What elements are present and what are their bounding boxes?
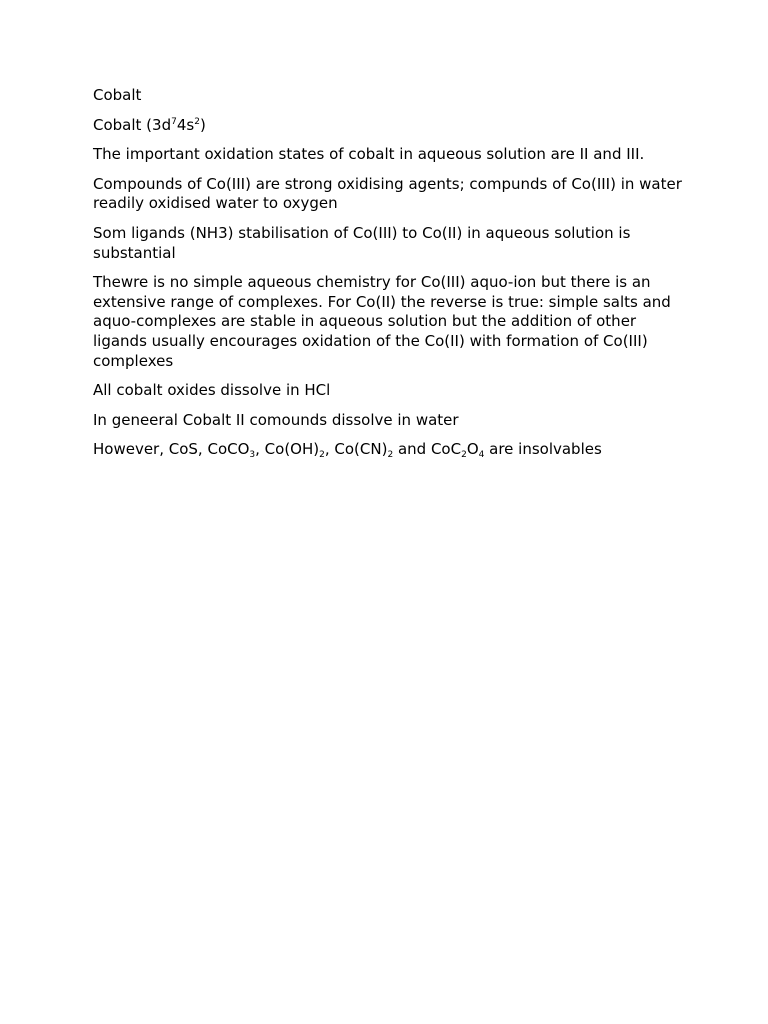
paragraph-insoluble-compounds (93, 440, 683, 460)
heading-prefix: Cobalt (3d (93, 115, 172, 134)
paragraph-solubility-water: In geneeral Cobalt II comounds dissolve in water (93, 410, 459, 429)
heading-superscript-2: 2 (194, 116, 200, 127)
insoluble-text-1: However, CoS, CoCO (93, 440, 250, 459)
insoluble-subscript-1: 3 (249, 450, 256, 461)
insoluble-subscript-2: 2 (319, 450, 325, 461)
paragraph-oxidising-agents: Compounds of Co(III) are strong oxidising agents; compunds of Co(III) in water readily oxidised water to oxygen (93, 174, 682, 213)
insoluble-text-4: and CoC (393, 440, 462, 459)
insoluble-text-5: O (466, 440, 479, 459)
insoluble-subscript-4: 2 (461, 450, 467, 461)
insoluble-text-6: are insolvables (484, 440, 602, 459)
insoluble-text-2: , Co(OH) (255, 440, 320, 459)
heading-suffix: ) (199, 115, 206, 134)
paragraph-aqueous-chemistry: Thewre is no simple aqueous chemistry for Co(III) aquo-ion but there is an extensive range of complexes. For Co(II) the reverse is true: simple salts and aquo-complexes are stable in aqueous solution but the addition of other ligands usually encourages oxidation of the Co(II) with formation of Co(III) complexes (93, 273, 671, 370)
heading-superscript-1: 7 (171, 116, 177, 127)
document-body (93, 86, 683, 470)
insoluble-subscript-3: 2 (387, 450, 394, 461)
paragraph-oxides-hcl: All cobalt oxides dissolve in HCl (93, 381, 331, 400)
document-title: Cobalt (93, 86, 142, 104)
document-heading-formula (93, 116, 683, 136)
insoluble-subscript-5: 4 (478, 450, 485, 461)
paragraph-ligand-stabilisation: Som ligands (NH3) stabilisation of Co(III) to Co(II) in aqueous solution is substantial (93, 223, 631, 262)
insoluble-text-3: , Co(CN) (324, 440, 388, 459)
paragraph-oxidation-states: The important oxidation states of cobalt in aqueous solution are II and III. (93, 145, 645, 164)
heading-middle: 4s (176, 115, 195, 134)
